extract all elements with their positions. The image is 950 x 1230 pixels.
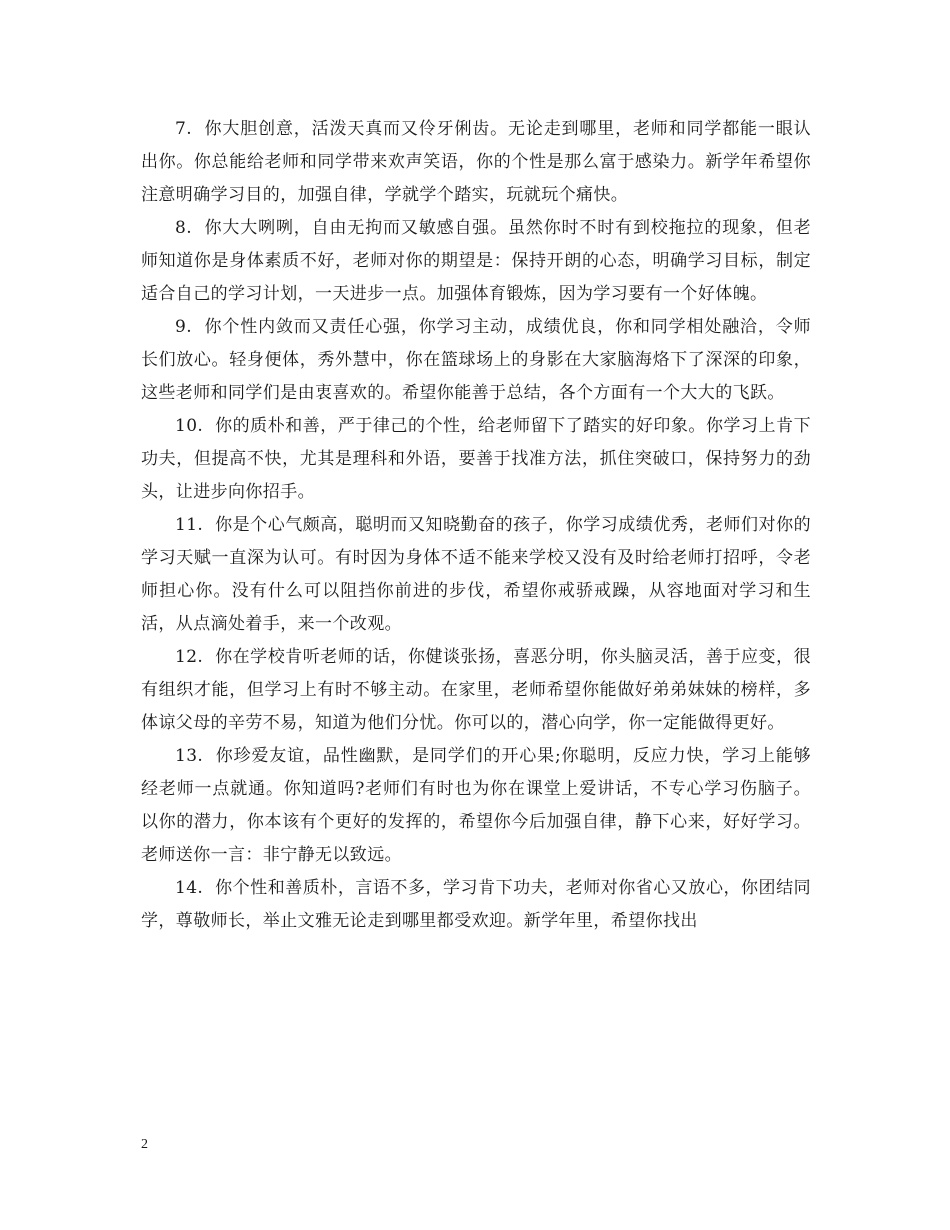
paragraph-text: 你珍爱友谊，品性幽默，是同学们的开心果;你聪明，反应力快，学习上能够经老师一点就通。你知道吗?老师们有时也为你在课堂上爱讲话，不专心学习伤脑子。以你的潜力，你本该有个更好的发挥的，希望你今后加强自律，静下心来，好好学习。老师送你一言：非宁静无以致远。 xyxy=(141,746,812,865)
paragraph-number: 12. xyxy=(175,647,204,667)
comment-paragraph-8 xyxy=(141,212,811,311)
comment-paragraph-9 xyxy=(141,311,811,410)
paragraph-number: 7. xyxy=(175,119,193,139)
paragraph-text: 你大大咧咧，自由无拘而又敏感自强。虽然你时不时有到校拖拉的现象，但老师知道你是身体素质不好，老师对你的期望是：保持开朗的心态，明确学习目标，制定适合自己的学习计划，一天进步一点。加强体育锻炼，因为学习要有一个好体魄。 xyxy=(141,218,811,304)
paragraph-text: 你个性内敛而又责任心强，你学习主动，成绩优良，你和同学相处融洽，令师长们放心。轻身便体，秀外慧中，你在篮球场上的身影在大家脑海烙下了深深的印象，这些老师和同学们是由衷喜欢的。希望你能善于总结，各个方面有一个大大的飞跃。 xyxy=(141,317,811,403)
paragraph-number: 8. xyxy=(175,218,193,238)
document-body xyxy=(141,113,811,938)
page-number: 2 xyxy=(141,1137,148,1152)
paragraph-text: 你是个心气颇高，聪明而又知晓勤奋的孩子，你学习成绩优秀，老师们对你的学习天赋一直深为认可。有时因为身体不适不能来学校又没有及时给老师打招呼，令老师担心你。没有什么可以阻挡你前进的步伐，希望你戒骄戒躁，从容地面对学习和生活，从点滴处着手，来一个改观。 xyxy=(141,515,811,634)
comment-paragraph-11 xyxy=(141,509,811,641)
paragraph-text: 你在学校肯听老师的话，你健谈张扬，喜恶分明，你头脑灵活，善于应变，很有组织才能，但学习上有时不够主动。在家里，老师希望你能做好弟弟妹妹的榜样，多体谅父母的辛劳不易，知道为他们分忧。你可以的，潜心向学，你一定能做得更好。 xyxy=(141,647,811,733)
paragraph-text: 你个性和善质朴，言语不多，学习肯下功夫，老师对你省心又放心，你团结同学，尊敬师长，举止文雅无论走到哪里都受欢迎。新学年里，希望你找出 xyxy=(141,878,811,931)
comment-paragraph-13 xyxy=(141,740,811,872)
paragraph-text: 你的质朴和善，严于律己的个性，给老师留下了踏实的好印象。你学习上肯下功夫，但提高不快，尤其是理科和外语，要善于找准方法，抓住突破口，保持努力的劲头，让进步向你招手。 xyxy=(141,416,811,502)
comment-paragraph-7 xyxy=(141,113,811,212)
paragraph-text: 你大胆创意，活泼天真而又伶牙俐齿。无论走到哪里，老师和同学都能一眼认出你。你总能给老师和同学带来欢声笑语，你的个性是那么富于感染力。新学年希望你注意明确学习目的，加强自律，学就学个踏实，玩就玩个痛快。 xyxy=(141,119,811,205)
paragraph-number: 11. xyxy=(175,515,204,535)
paragraph-number: 13. xyxy=(175,746,204,766)
paragraph-number: 9. xyxy=(175,317,193,337)
paragraph-number: 10. xyxy=(175,416,204,436)
comment-paragraph-14 xyxy=(141,872,811,938)
comment-paragraph-12 xyxy=(141,641,811,740)
paragraph-number: 14. xyxy=(175,878,204,898)
comment-paragraph-10 xyxy=(141,410,811,509)
